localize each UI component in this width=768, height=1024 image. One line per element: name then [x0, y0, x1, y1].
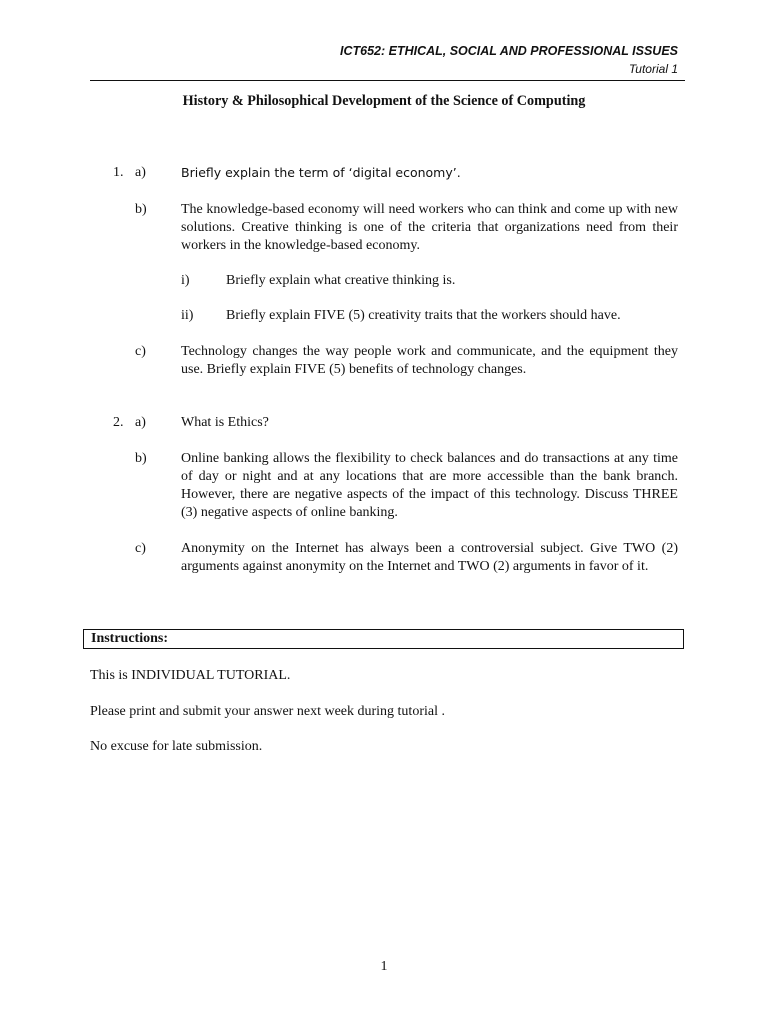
part-letter: b) — [135, 202, 147, 217]
question-text: The knowledge-based economy will need workers who can think and come up with new solutions. Creative thinking is one of the criteria that organizations need from their workers in the knowledge-based economy. — [181, 202, 678, 253]
question-number: 1. — [113, 165, 124, 180]
part-letter: a) — [135, 415, 146, 430]
header-divider — [90, 80, 685, 81]
question-number: 2. — [113, 415, 124, 430]
part-letter: c) — [135, 344, 146, 359]
tutorial-label: Tutorial 1 — [628, 62, 678, 76]
part-letter: c) — [135, 541, 146, 556]
instruction-line: Please print and submit your answer next week during tutorial . — [90, 704, 445, 719]
instructions-label: Instructions: — [91, 631, 169, 646]
subpart-label: ii) — [181, 308, 194, 323]
question-text: Anonymity on the Internet has always been a controversial subject. Give TWO (2) arguments against anonymity on the Internet and TWO (2) arguments in favor of it. — [181, 541, 678, 574]
page-number: 1 — [380, 959, 388, 974]
instructions-box — [83, 629, 684, 649]
question-text: Briefly explain what creative thinking is. — [226, 273, 456, 288]
question-text: Briefly explain the term of ‘digital economy’. — [181, 165, 461, 180]
question-text: Briefly explain FIVE (5) creativity traits that the workers should have. — [226, 308, 621, 323]
instruction-line: This is INDIVIDUAL TUTORIAL. — [90, 668, 291, 683]
instruction-line: No excuse for late submission. — [90, 739, 263, 754]
page-title: History & Philosophical Development of the Science of Computing — [182, 93, 586, 109]
question-text: Technology changes the way people work and communicate, and the equipment they use. Briefly explain FIVE (5) benefits of technology changes. — [181, 344, 678, 377]
part-letter: a) — [135, 165, 146, 180]
question-text: What is Ethics? — [181, 415, 269, 430]
course-header: ICT652: ETHICAL, SOCIAL AND PROFESSIONAL ISSUES — [339, 44, 678, 58]
part-letter: b) — [135, 451, 147, 466]
question-text: Online banking allows the flexibility to check balances and do transactions at any time of day or night and at any locations that are more accessible than the bank branch. However, there are negative aspects of the impact of this technology. Discuss THREE (3) negative aspects of online banking. — [181, 451, 678, 520]
subpart-label: i) — [181, 273, 190, 288]
